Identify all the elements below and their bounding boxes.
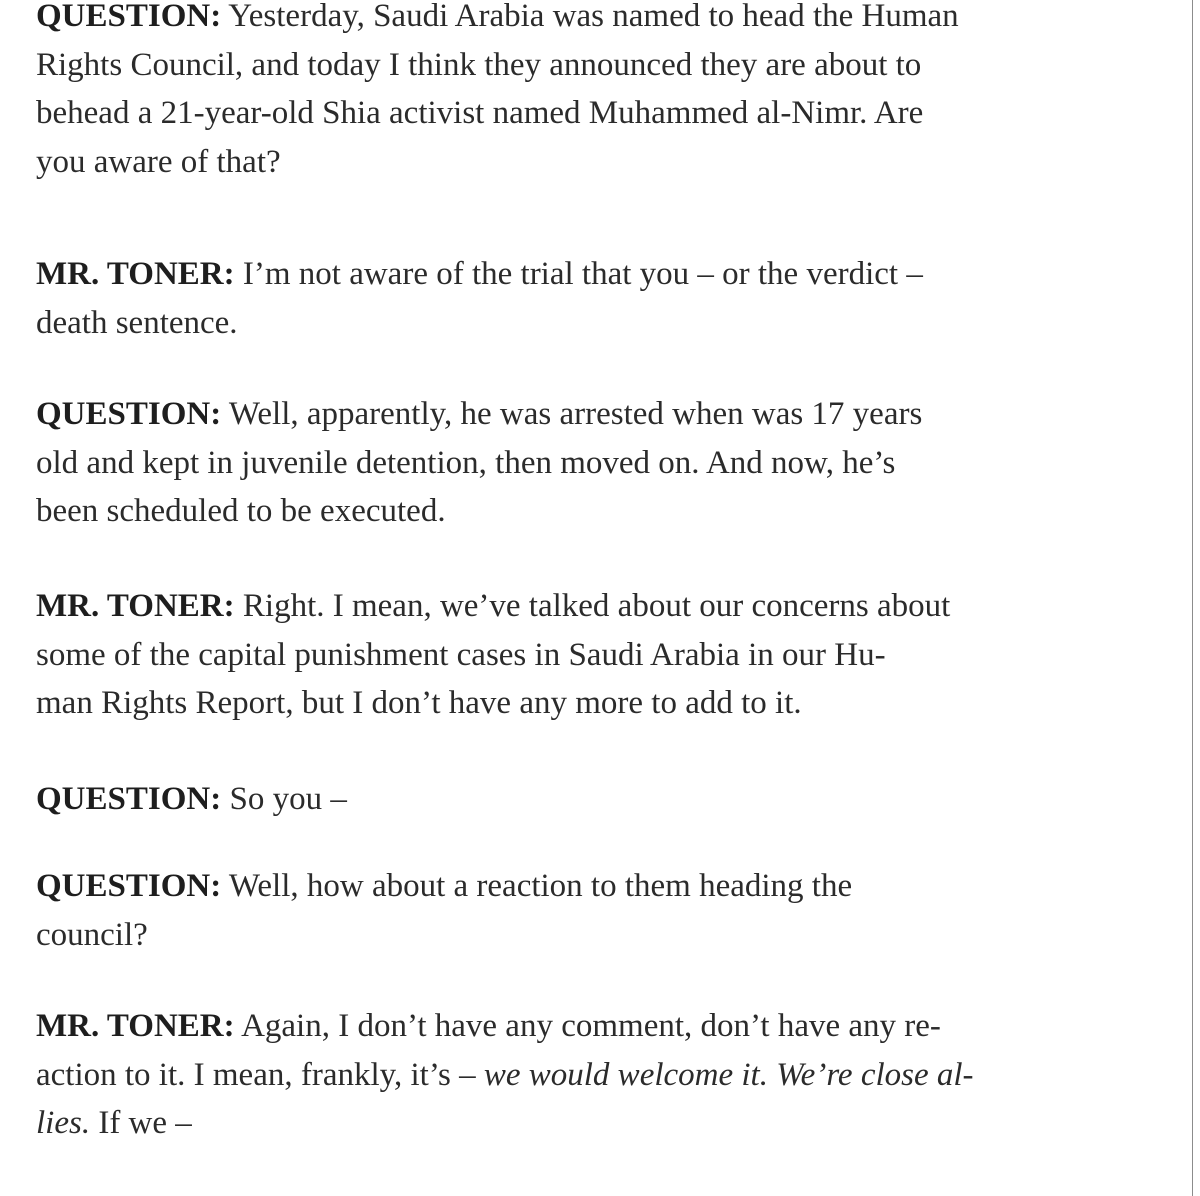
transcript-line <box>36 862 1146 911</box>
transcript-line <box>36 1099 1146 1148</box>
line-text: action to it. I mean, frankly, it’s – <box>36 1056 484 1093</box>
transcript-paragraph <box>36 582 1146 728</box>
transcript-line <box>36 775 1146 824</box>
transcript-line <box>36 0 1146 41</box>
transcript-line: behead a 21-year-old Shia activist named Muhammed al-Nimr. Are <box>36 95 924 131</box>
line-text: So you – <box>221 781 347 817</box>
line-text: Right. I mean, we’ve talked about our concerns about <box>234 588 951 624</box>
speaker-label: QUESTION: <box>36 868 222 904</box>
transcript-paragraph <box>36 250 1146 347</box>
speaker-label: QUESTION: <box>36 0 222 34</box>
transcript-paragraph <box>36 862 1146 959</box>
speaker-label: MR. TONER: <box>36 256 235 292</box>
speaker-label: MR. TONER: <box>36 588 235 624</box>
transcript-line: you aware of that? <box>36 143 281 180</box>
transcript-line: council? <box>36 916 148 953</box>
transcript-paragraph <box>36 390 1146 536</box>
speaker-label: QUESTION: <box>36 781 222 817</box>
transcript-paragraph <box>36 0 1146 186</box>
line-text: I’m not aware of the trial that you – or the verdict – <box>234 256 923 292</box>
transcript-paragraph <box>36 775 1146 824</box>
transcript-line: old and kept in juvenile detention, then moved on. And now, he’s <box>36 444 896 481</box>
italic-line-text: we would welcome it. We’re close al- <box>483 1056 974 1093</box>
line-text: Well, apparently, he was arrested when was 17 years <box>221 396 923 432</box>
speaker-label: MR. TONER: <box>36 1008 235 1044</box>
transcript-line <box>36 390 1146 439</box>
page-edge-divider <box>1192 0 1193 1196</box>
transcript-line: been scheduled to be executed. <box>36 493 446 529</box>
transcript-line: man Rights Report, but I don’t have any more to add to it. <box>36 685 802 721</box>
transcript-line: some of the capital punishment cases in Saudi Arabia in our Hu- <box>36 636 886 673</box>
transcript-line <box>36 250 1146 299</box>
speaker-label: QUESTION: <box>36 396 222 432</box>
transcript-line: death sentence. <box>36 304 238 341</box>
transcript-line <box>36 582 1146 631</box>
line-text: If we – <box>90 1105 192 1141</box>
line-text: Again, I don’t have any comment, don’t have any re- <box>234 1008 941 1044</box>
line-text: Yesterday, Saudi Arabia was named to head the Human <box>221 0 959 34</box>
line-text: Well, how about a reaction to them heading the <box>221 868 853 904</box>
transcript-line <box>36 1002 1146 1051</box>
transcript-paragraph <box>36 1002 1146 1148</box>
transcript-line <box>36 1051 1146 1100</box>
transcript-line: Rights Council, and today I think they announced they are about to <box>36 46 922 83</box>
italic-line-text: lies. <box>36 1105 91 1141</box>
